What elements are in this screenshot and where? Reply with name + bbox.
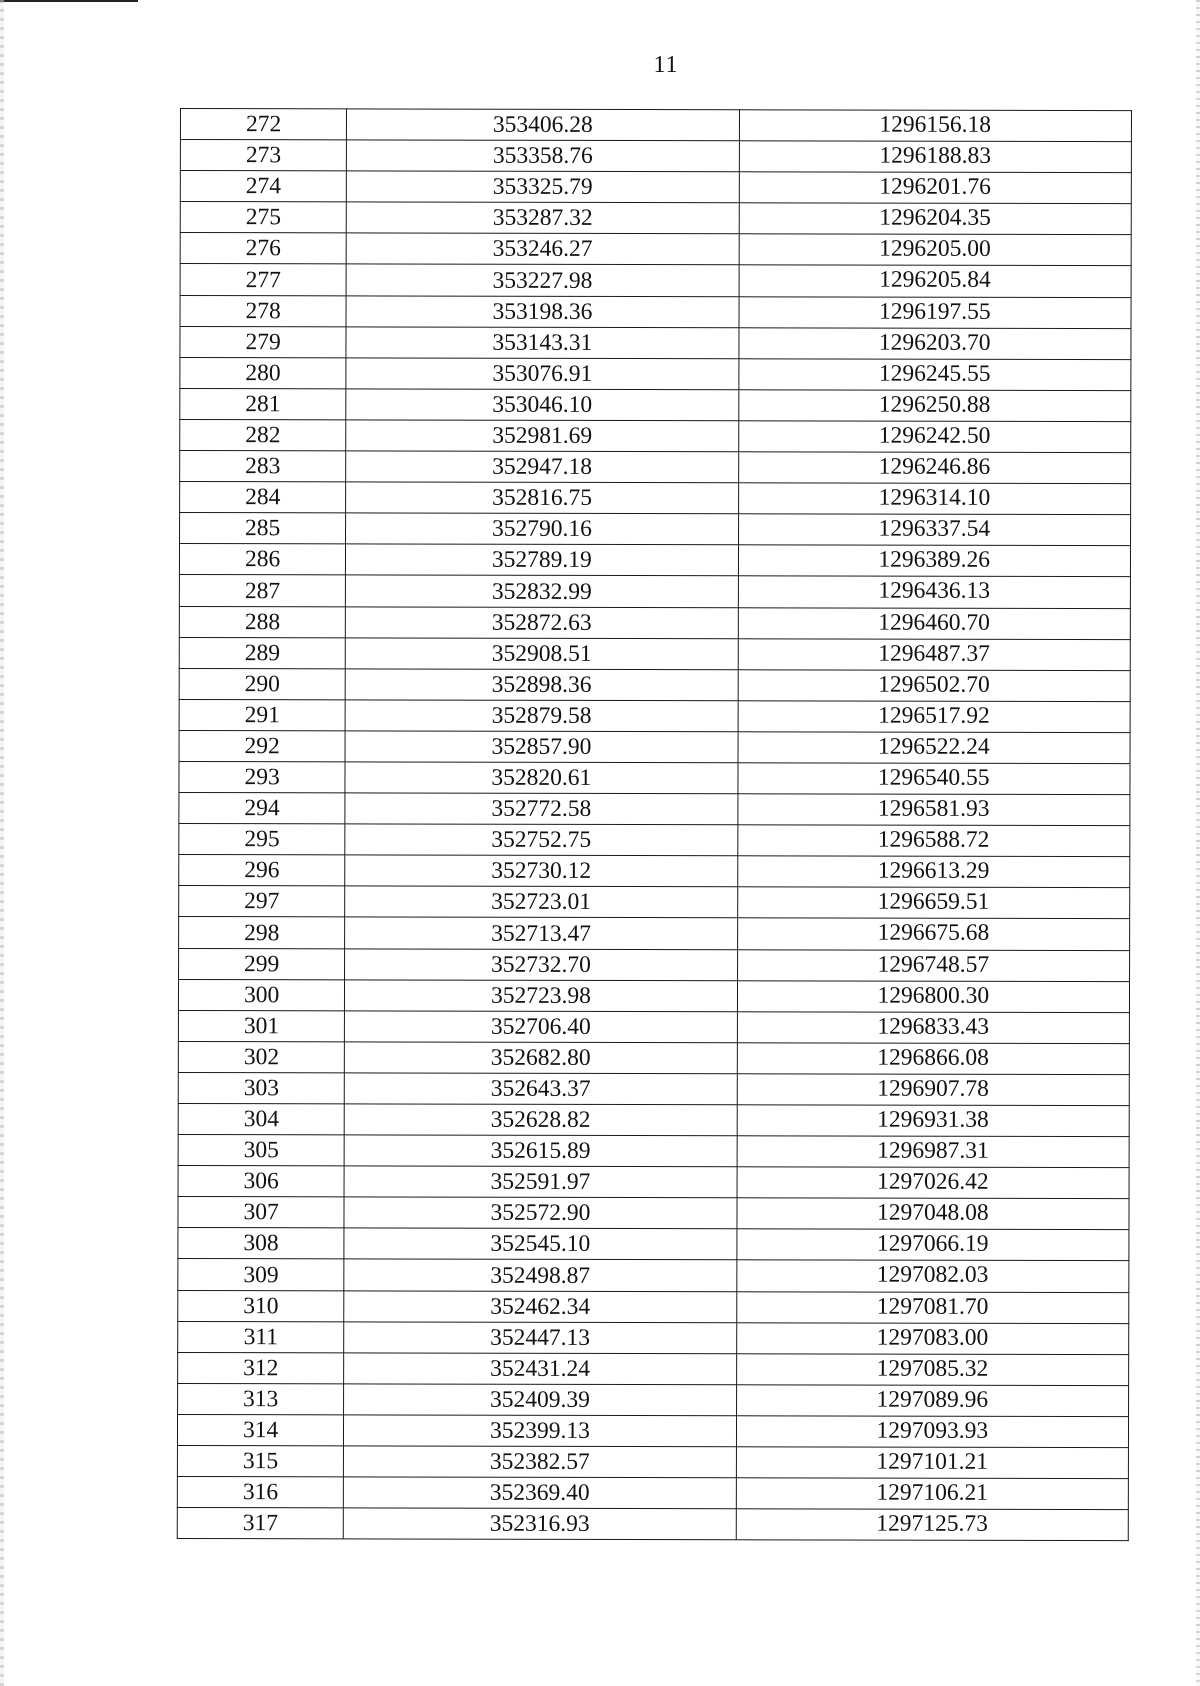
table-row	[180, 451, 1131, 484]
table-row	[180, 264, 1131, 297]
x-coordinate-cell: 352879.58	[345, 700, 737, 732]
table-row	[180, 140, 1131, 173]
x-coordinate-cell: 352682.80	[345, 1042, 737, 1074]
table-row	[179, 606, 1130, 639]
x-coordinate-cell: 352908.51	[345, 637, 737, 669]
x-coordinate-cell: 352832.99	[346, 575, 738, 607]
coordinate-table	[177, 108, 1132, 1541]
y-coordinate-cell: 1297089.96	[736, 1385, 1128, 1417]
point-id-cell: 305	[178, 1135, 344, 1166]
scan-edge-left	[0, 0, 4, 1686]
table-row	[178, 1383, 1129, 1416]
y-coordinate-cell: 1296460.70	[738, 607, 1130, 639]
x-coordinate-cell: 353246.27	[346, 233, 738, 265]
point-id-cell: 292	[179, 730, 345, 761]
point-id-cell: 294	[179, 793, 345, 824]
x-coordinate-cell: 352713.47	[345, 917, 737, 949]
x-coordinate-cell: 352730.12	[345, 855, 737, 887]
x-coordinate-cell: 352752.75	[345, 824, 737, 856]
table-row	[179, 948, 1130, 981]
point-id-cell: 314	[177, 1414, 343, 1445]
table-row	[180, 202, 1131, 235]
x-coordinate-cell: 352316.93	[344, 1508, 736, 1540]
x-coordinate-cell: 352732.70	[345, 948, 737, 980]
x-coordinate-cell: 352591.97	[344, 1166, 736, 1198]
x-coordinate-cell: 353287.32	[346, 202, 738, 234]
x-coordinate-cell: 352628.82	[344, 1104, 736, 1136]
x-coordinate-cell: 353227.98	[346, 264, 738, 296]
x-coordinate-cell: 352772.58	[345, 793, 737, 825]
point-id-cell: 306	[178, 1166, 344, 1197]
point-id-cell: 315	[177, 1446, 343, 1477]
y-coordinate-cell: 1296522.24	[738, 732, 1130, 764]
y-coordinate-cell: 1296907.78	[737, 1074, 1129, 1106]
point-id-cell: 316	[177, 1477, 343, 1508]
x-coordinate-cell: 352409.39	[344, 1384, 736, 1416]
table-row	[178, 1166, 1129, 1199]
x-coordinate-cell: 352369.40	[344, 1477, 736, 1509]
table-row	[179, 699, 1130, 732]
point-id-cell: 290	[179, 668, 345, 699]
point-id-cell: 286	[179, 544, 345, 575]
x-coordinate-cell: 352872.63	[346, 606, 738, 638]
table-row	[180, 326, 1131, 359]
point-id-cell: 299	[179, 948, 345, 979]
x-coordinate-cell: 353325.79	[347, 171, 739, 203]
point-id-cell: 293	[179, 761, 345, 792]
y-coordinate-cell: 1297085.32	[736, 1354, 1128, 1386]
point-id-cell: 307	[178, 1197, 344, 1228]
table-row	[179, 668, 1130, 701]
point-id-cell: 285	[180, 513, 346, 544]
y-coordinate-cell: 1296800.30	[737, 980, 1129, 1012]
table-row	[177, 1414, 1128, 1447]
point-id-cell: 281	[180, 388, 346, 419]
table-row	[180, 295, 1131, 328]
x-coordinate-cell: 353076.91	[346, 358, 738, 390]
x-coordinate-cell: 352981.69	[346, 420, 738, 452]
x-coordinate-cell: 352723.01	[345, 886, 737, 918]
x-coordinate-cell: 352462.34	[344, 1290, 736, 1322]
point-id-cell: 317	[177, 1508, 343, 1539]
table-row	[178, 1197, 1129, 1230]
table-row	[180, 171, 1131, 204]
y-coordinate-cell: 1297101.21	[736, 1447, 1128, 1479]
coordinate-table-body	[177, 109, 1131, 1541]
y-coordinate-cell: 1297026.42	[737, 1167, 1129, 1199]
y-coordinate-cell: 1296436.13	[738, 576, 1130, 608]
y-coordinate-cell: 1296581.93	[737, 794, 1129, 826]
point-id-cell: 310	[178, 1290, 344, 1321]
table-row	[177, 1508, 1128, 1541]
y-coordinate-cell: 1297083.00	[736, 1322, 1128, 1354]
table-row	[179, 855, 1130, 888]
y-coordinate-cell: 1296204.35	[739, 203, 1131, 235]
y-coordinate-cell: 1296246.86	[738, 452, 1130, 484]
x-coordinate-cell: 352706.40	[345, 1011, 737, 1043]
point-id-cell: 311	[178, 1321, 344, 1352]
header-rule	[0, 0, 138, 2]
point-id-cell: 298	[179, 917, 345, 948]
table-row	[180, 357, 1131, 390]
point-id-cell: 304	[178, 1103, 344, 1134]
point-id-cell: 308	[178, 1228, 344, 1259]
y-coordinate-cell: 1296245.55	[738, 359, 1130, 391]
table-row	[178, 1228, 1129, 1261]
table-row	[179, 886, 1130, 919]
table-row	[178, 1352, 1129, 1385]
point-id-cell: 291	[179, 699, 345, 730]
y-coordinate-cell: 1297066.19	[736, 1229, 1128, 1261]
point-id-cell: 287	[179, 575, 345, 606]
y-coordinate-cell: 1297082.03	[736, 1260, 1128, 1292]
point-id-cell: 277	[180, 264, 346, 295]
table-row	[180, 233, 1131, 266]
table-row	[180, 109, 1131, 142]
table-row	[180, 419, 1131, 452]
y-coordinate-cell: 1297081.70	[736, 1291, 1128, 1323]
y-coordinate-cell: 1296866.08	[737, 1043, 1129, 1075]
y-coordinate-cell: 1296987.31	[737, 1136, 1129, 1168]
point-id-cell: 276	[180, 233, 346, 264]
x-coordinate-cell: 352431.24	[344, 1353, 736, 1385]
y-coordinate-cell: 1297093.93	[736, 1416, 1128, 1448]
table-row	[178, 1290, 1129, 1323]
point-id-cell: 295	[179, 824, 345, 855]
x-coordinate-cell: 352789.19	[346, 544, 738, 576]
y-coordinate-cell: 1296675.68	[737, 918, 1129, 950]
y-coordinate-cell: 1297125.73	[736, 1509, 1128, 1541]
y-coordinate-cell: 1296203.70	[739, 327, 1131, 359]
x-coordinate-cell: 352545.10	[344, 1228, 736, 1260]
y-coordinate-cell: 1296314.10	[738, 483, 1130, 515]
point-id-cell: 296	[179, 855, 345, 886]
page-number: 11	[653, 52, 679, 78]
point-id-cell: 283	[180, 451, 346, 482]
table-row	[178, 1321, 1129, 1354]
x-coordinate-cell: 352790.16	[346, 513, 738, 545]
point-id-cell: 303	[178, 1072, 344, 1103]
table-row	[179, 824, 1130, 857]
y-coordinate-cell: 1296205.84	[739, 265, 1131, 297]
y-coordinate-cell: 1296188.83	[739, 141, 1131, 173]
y-coordinate-cell: 1296748.57	[737, 949, 1129, 981]
x-coordinate-cell: 352947.18	[346, 451, 738, 483]
y-coordinate-cell: 1296540.55	[738, 763, 1130, 795]
table-row	[180, 482, 1131, 515]
y-coordinate-cell: 1296931.38	[737, 1105, 1129, 1137]
point-id-cell: 272	[180, 109, 346, 140]
x-coordinate-cell: 352615.89	[344, 1135, 736, 1167]
table-row	[179, 917, 1130, 950]
table-row	[177, 1477, 1128, 1510]
point-id-cell: 297	[179, 886, 345, 917]
x-coordinate-cell: 352723.98	[345, 980, 737, 1012]
y-coordinate-cell: 1296588.72	[737, 825, 1129, 857]
y-coordinate-cell: 1296517.92	[738, 701, 1130, 733]
y-coordinate-cell: 1296502.70	[738, 669, 1130, 701]
table-row	[177, 1446, 1128, 1479]
point-id-cell: 284	[180, 482, 346, 513]
x-coordinate-cell: 352898.36	[345, 669, 737, 701]
point-id-cell: 278	[180, 295, 346, 326]
table-row	[180, 513, 1131, 546]
x-coordinate-cell: 352399.13	[344, 1415, 736, 1447]
x-coordinate-cell: 352820.61	[345, 762, 737, 794]
table-row	[179, 793, 1130, 826]
point-id-cell: 302	[178, 1041, 344, 1072]
table-row	[178, 1010, 1129, 1043]
point-id-cell: 288	[179, 606, 345, 637]
table-row	[178, 1135, 1129, 1168]
y-coordinate-cell: 1296156.18	[739, 110, 1131, 142]
table-row	[178, 1072, 1129, 1105]
point-id-cell: 275	[180, 202, 346, 233]
y-coordinate-cell: 1296250.88	[738, 390, 1130, 422]
x-coordinate-cell: 353406.28	[347, 109, 739, 141]
y-coordinate-cell: 1296659.51	[737, 887, 1129, 919]
table-row	[179, 544, 1130, 577]
y-coordinate-cell: 1296242.50	[738, 421, 1130, 453]
point-id-cell: 273	[180, 140, 346, 171]
table-row	[178, 1041, 1129, 1074]
x-coordinate-cell: 352816.75	[346, 482, 738, 514]
y-coordinate-cell: 1296487.37	[738, 638, 1130, 670]
point-id-cell: 280	[180, 357, 346, 388]
scan-edge-right	[1196, 0, 1200, 1686]
table-row	[179, 730, 1130, 763]
x-coordinate-cell: 352498.87	[344, 1259, 736, 1291]
x-coordinate-cell: 352857.90	[345, 731, 737, 763]
y-coordinate-cell: 1297106.21	[736, 1478, 1128, 1510]
y-coordinate-cell: 1296389.26	[738, 545, 1130, 577]
table-row	[179, 575, 1130, 608]
table-row	[179, 761, 1130, 794]
x-coordinate-cell: 352447.13	[344, 1322, 736, 1354]
y-coordinate-cell: 1296833.43	[737, 1011, 1129, 1043]
point-id-cell: 282	[180, 419, 346, 450]
point-id-cell: 300	[178, 979, 344, 1010]
table-row	[178, 1103, 1129, 1136]
point-id-cell: 313	[178, 1383, 344, 1414]
point-id-cell: 289	[179, 637, 345, 668]
table-row	[179, 637, 1130, 670]
table-row	[178, 1259, 1129, 1292]
y-coordinate-cell: 1296337.54	[738, 514, 1130, 546]
x-coordinate-cell: 352382.57	[344, 1446, 736, 1478]
x-coordinate-cell: 353198.36	[346, 295, 738, 327]
y-coordinate-cell: 1296197.55	[739, 296, 1131, 328]
point-id-cell: 279	[180, 326, 346, 357]
x-coordinate-cell: 353143.31	[346, 327, 738, 359]
point-id-cell: 274	[180, 171, 346, 202]
point-id-cell: 301	[178, 1010, 344, 1041]
table-row	[178, 979, 1129, 1012]
y-coordinate-cell: 1296201.76	[739, 172, 1131, 204]
x-coordinate-cell: 353046.10	[346, 389, 738, 421]
x-coordinate-cell: 353358.76	[347, 140, 739, 172]
x-coordinate-cell: 352643.37	[344, 1073, 736, 1105]
y-coordinate-cell: 1297048.08	[737, 1198, 1129, 1230]
y-coordinate-cell: 1296205.00	[739, 234, 1131, 266]
point-id-cell: 309	[178, 1259, 344, 1290]
table-row	[180, 388, 1131, 421]
y-coordinate-cell: 1296613.29	[737, 856, 1129, 888]
x-coordinate-cell: 352572.90	[344, 1197, 736, 1229]
point-id-cell: 312	[178, 1352, 344, 1383]
